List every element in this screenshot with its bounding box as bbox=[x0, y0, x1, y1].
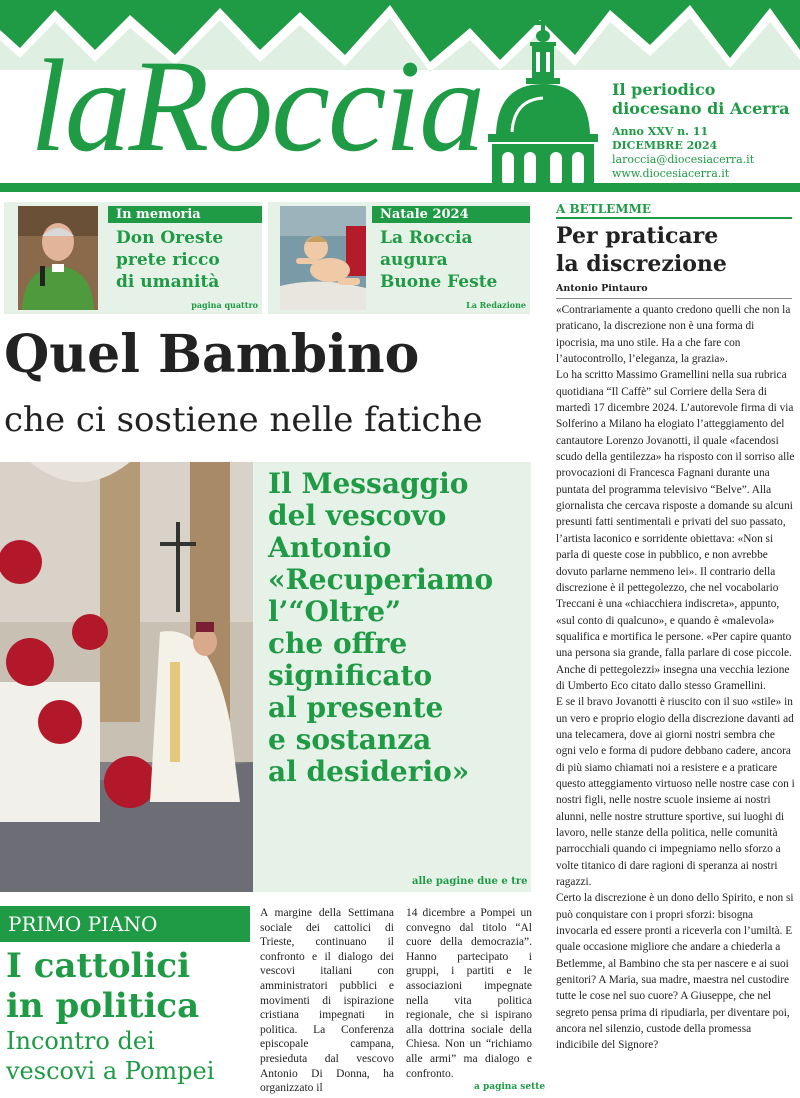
teaser-tag: Natale 2024 bbox=[372, 206, 530, 223]
section-label: PRIMO PIANO bbox=[8, 912, 158, 936]
main-headline: Quel Bambino bbox=[4, 324, 420, 385]
dome-icon bbox=[484, 14, 604, 186]
periodical-title: Il periodico diocesano di Acerra bbox=[612, 80, 790, 118]
primo-piano-column-1: A margine della Settimana sociale dei cattolici di Trieste, continuano il confronto e il dialogo dei vescovi italiani con amministratori pubblici e movimenti di ispirazione cristiana impegnati in politica. La Conferenza episcopale campana, presieduta dal vescovo Antonio Di Donna, ha organizzato il bbox=[260, 907, 394, 1095]
masthead-rule bbox=[0, 183, 800, 192]
website-link[interactable]: www.diocesiacerra.it bbox=[612, 167, 730, 180]
primo-piano-headline: I cattolici in politica bbox=[6, 946, 200, 1026]
baby-jesus-photo bbox=[280, 206, 366, 310]
editorial-headline: Per praticare la discrezione bbox=[556, 223, 727, 277]
teaser-headline: Don Oreste prete ricco di umanità bbox=[116, 228, 224, 292]
teaser-natale[interactable] bbox=[268, 202, 530, 314]
teaser-tag: In memoria bbox=[108, 206, 262, 223]
main-subheadline: che ci sostiene nelle fatiche bbox=[4, 400, 483, 440]
author-byline: Antonio Pintauro bbox=[556, 283, 648, 294]
issue-date: DICEMBRE 2024 bbox=[612, 139, 718, 152]
primo-piano-column-2: 14 dicembre a Pompei un convegno dal titolo “Al cuore della democrazia”. Hanno partecipato i gruppi, i partiti e le associazioni impegnate nella vita politica regionale, che si ispirano alla dottrina sociale della Chiesa. Non un “richiamo alle armi” ma dialogo e confronto. bbox=[406, 907, 532, 1080]
primo-piano-page-ref: a pagina sette bbox=[474, 1082, 546, 1092]
byline-rule bbox=[556, 298, 792, 299]
paragraph: Lo ha scritto Massimo Gramellini nella sua rubrica quotidiana “Il Caffè” sul Corriere della Sera di martedì 17 dicembre 2024. L’autorevole firma di via Solferino a Milano ha elogiato l’atteggiamento del cantautore Lorenzo Jovanotti, il quale «facendosi scudo della gentilezza» ha risposto con il sorriso alle provocazioni di Francesca Fagnani durante una puntata del programma televisivo “Belve”. Alla giornalista che cercava risposte a domande su alcuni presunti fatti sentimentali e privati del suo passato, l’artista laconico e sorridente obiettava: «Non si parla di queste cose in pubblico, e non avrebbe dovuto parlarne nemmeno lei». Il contrario della discrezione è il pettegolezzo, che nel vocabolario Treccani è una «chiacchiera indiscreta», appunto, «sul conto di qualcuno», e quando è «malevola» squalifica e mortifica le persone. «Per capire quanto una persona sia grande, falla parlare di cose piccole. Anche di pettegolezzi» insegna una vecchia lezione di Umberto Eco citato dallo stesso Gramellini. bbox=[556, 369, 795, 692]
paragraph: E se il bravo Jovanotti è riuscito con il suo «stile» in un vero e proprio elogio della discrezione davanti ad una telecamera, dove ai giorni nostri sembra che ogni velo e forma di pudore debbano cadere, ancora di più siamo chiamati noi a resistere e a praticare questo atteggiamento virtuoso nelle nostre case con i nostri figli, nelle nostre scuole insieme ai nostri alunni, nelle nostre strutture sportive, sui luoghi di lavoro, nelle stanze della politica, nelle comunità parrocchiali quando ci impegniamo nello sforzo a volte titanico di dare ragioni di speranza ai nostri ragazzi. bbox=[556, 696, 795, 889]
masthead bbox=[0, 0, 800, 195]
main-page-ref: alle pagine due e tre bbox=[412, 876, 528, 887]
section-kicker: A BETLEMME bbox=[556, 202, 792, 219]
cathedral-photo bbox=[0, 462, 253, 892]
email-link[interactable]: laroccia@diocesiacerra.it bbox=[612, 153, 755, 166]
teaser-page-ref: pagina quattro bbox=[191, 300, 258, 310]
teaser-in-memoria[interactable] bbox=[4, 202, 262, 314]
primo-piano-subheadline: Incontro dei vescovi a Pompei bbox=[6, 1027, 215, 1085]
teaser-page-ref: La Redazione bbox=[466, 300, 526, 310]
teaser-headline: La Roccia augura Buone Feste bbox=[380, 228, 498, 292]
logo: laRoccia bbox=[30, 32, 484, 179]
paragraph: Certo la discrezione è un dono dello Spirito, e non si può conquistare con i propri sforzi: bisogna invocarla ed essere pronti a riceverla con l’umiltà. E quale occasione migliore che andare a chiederla a Betlemme, al Bambino che sta per nascere e ai suoi genitori? A Maria, sua madre, maestra nel custodire tutte le cose nel suo cuore? A Giuseppe, che nel segreto pensa prima di ripudiarla, per diventare poi, ancora nel silenzio, custode della promessa indicibile del Signore? bbox=[556, 892, 794, 1052]
paragraph: «Contrariamente a quanto credono quelli che non la praticano, la discrezione non è una forma di ipocrisia, ma uno stile. Ha a che fare con l’autocontrollo, l’eleganza, la grazia». bbox=[556, 304, 791, 366]
editorial-body bbox=[556, 302, 796, 1096]
issue-number: Anno XXV n. 11 bbox=[612, 125, 709, 138]
bishop-message-headline: Il Messaggio del vescovo Antonio «Recuperiamo l’“Oltre” che offre significato al presente e sostanza al desiderio» bbox=[268, 467, 494, 788]
priest-photo bbox=[18, 206, 98, 310]
